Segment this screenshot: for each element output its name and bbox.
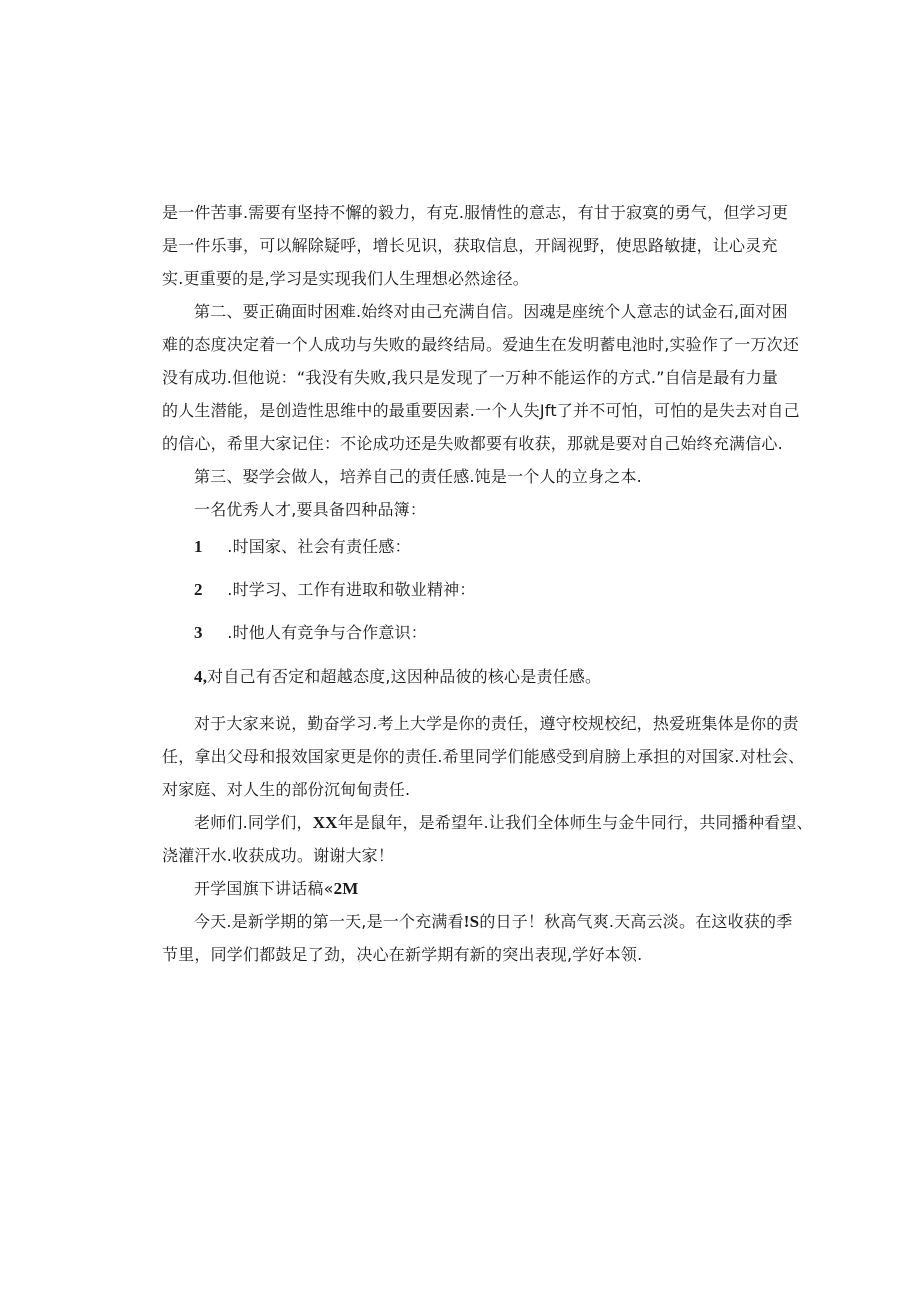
text-line: 浇灌汗水.收获成功。谢谢大家！ xyxy=(162,846,395,865)
list-text: .时国家、社会有责任感： xyxy=(227,537,411,556)
paragraph-confidence xyxy=(162,295,800,460)
list-number: 3 xyxy=(194,623,203,642)
paragraph-four-qualities xyxy=(162,493,772,526)
list-item xyxy=(162,530,772,563)
list-number: 2 xyxy=(194,580,203,599)
text-line: 难的态度决定着一个人成功与失败的最终结局。爱迪生在发明蓄电池时,实验作了一万次还 xyxy=(162,335,800,354)
paragraph-students-duty xyxy=(162,707,805,806)
section-heading: 开学国旗下讲话稿«2M xyxy=(194,879,359,898)
list-text: .时学习、工作有进取和敬业精神： xyxy=(227,580,476,599)
text-line: 节里，同学们都鼓足了劲，决心在新学期有新的突出表现,学好本领. xyxy=(162,945,643,964)
text-line: 对于大家来说，勤奋学习.考上大学是你的责任，遵守校规校纪，热爱班集体是你的责 xyxy=(194,714,799,733)
text-line: 的信心，希里大家记住：不论成功还是失败都要有收获，那就是要对自己始终充满信心. xyxy=(162,434,783,453)
text-line: 是一件乐事，可以解除疑呼，增长见识，获取信息，开阔视野，使思路敏捷，让心灵充 xyxy=(162,236,778,255)
list-number: 1 xyxy=(194,537,203,556)
paragraph-new-semester xyxy=(162,905,793,971)
list-text: 对自己有否定和超越态度,这因种品彼的核心是责任感。 xyxy=(207,667,602,686)
list-text: .时他人有竞争与合作意识： xyxy=(227,623,427,642)
text-line: 对家庭、对人生的部份沉甸甸责任. xyxy=(162,780,411,799)
text-line: 一名优秀人才,要具备四种品簿： xyxy=(194,500,427,519)
paragraph-learning xyxy=(162,196,789,295)
text-line: 任，拿出父母和报效国家更是你的责任.希里同学们能感受到肩膀上承担的对国家.对杜会、 xyxy=(162,747,805,766)
list-number: 4, xyxy=(194,667,208,686)
text-line: 实.更重要的是,学习是实现我们人生理想必然途径。 xyxy=(162,269,529,288)
text-line: 是一件苦事.需要有坚持不懈的毅力，有克.服情性的意志，有甘于寂寞的勇气，但学习更 xyxy=(162,203,789,222)
text-line: 第二、要正确面时困难.始终对由己充满自信。因魂是座统个人意志的试金石,面对困 xyxy=(194,302,788,321)
text-line: 第三、娶学会做人，培养自己的责任感.饨是一个人的立身之本. xyxy=(194,467,642,486)
paragraph-closing xyxy=(162,806,813,872)
text-line: 的人生潜能，是创造性思维中的最重要因素.一个人失Jft了并不可怕，可怕的是失去对自己 xyxy=(162,401,800,420)
list-item xyxy=(162,616,772,649)
text-line: 今天.是新学期的第一天,是一个充满看!S的日子！秋高气爽.天高云淡。在这收获的季 xyxy=(194,912,793,931)
list-item xyxy=(162,660,772,693)
list-item xyxy=(162,573,772,606)
text-line: 老师们.同学们，XX年是鼠年，是希望年.让我们全体师生与金牛同行，共同播种看望、 xyxy=(194,813,813,832)
text-line: 没有成功.但他说：“我没有失败,我只是发现了一万种不能运作的方式.”自信是最有力量 xyxy=(162,368,779,387)
paragraph-responsibility xyxy=(162,460,772,493)
